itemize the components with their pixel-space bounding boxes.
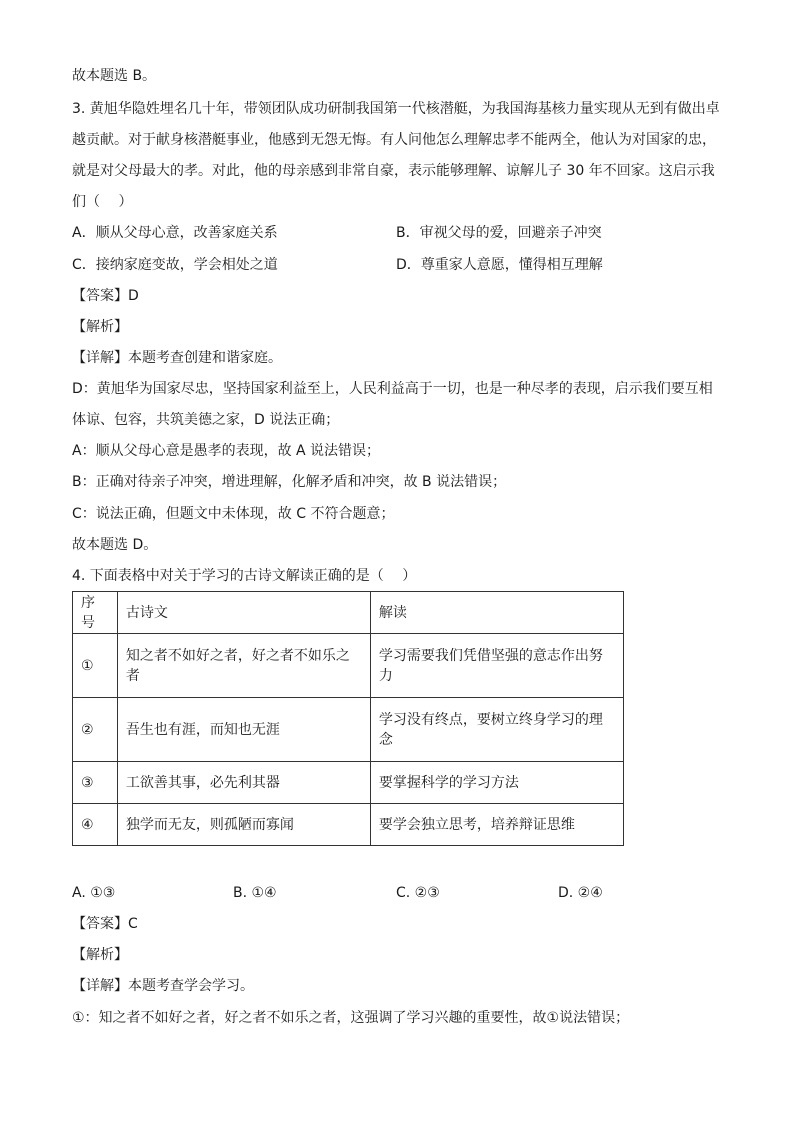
table-cell: 独学而无友，则孤陋而寡闻 <box>117 804 370 846</box>
answer: 【答案】C <box>72 916 138 932</box>
table-row <box>73 698 624 762</box>
option-a: A. ①③ <box>72 885 116 901</box>
detail: 【详解】本题考查学会学习。 <box>72 978 254 994</box>
header-cell: 序号 <box>73 592 118 634</box>
table-cell: 要学会独立思考，培养辩证思维 <box>370 804 623 846</box>
table-cell: 吾生也有涯，而知也无涯 <box>117 698 370 762</box>
answer: 【答案】D <box>72 288 139 304</box>
table-cell: 要掌握科学的学习方法 <box>370 762 623 804</box>
table-cell: 工欲善其事，必先利其器 <box>117 762 370 804</box>
explanation-line: C：说法正确，但题文中未体现，故 C 不符合题意； <box>72 506 395 522</box>
explanation-line: D：黄旭华为国家尽忠，坚持国家利益至上，人民利益高于一切，也是一种尽孝的表现，启示我们要互相 <box>72 381 713 397</box>
option-b: B. ①④ <box>233 885 277 901</box>
table-row <box>73 634 624 698</box>
option-c: C. ②③ <box>396 885 440 901</box>
table-cell: 学习没有终点，要树立终身学习的理念 <box>370 698 623 762</box>
table-cell: ② <box>73 698 118 762</box>
question-stem-line: 就是对父母最大的孝。对此，他的母亲感到非常自豪，表示能够理解、谅解儿子 30 年不回家。这启示我 <box>72 163 715 179</box>
detail: 【详解】本题考查创建和谐家庭。 <box>72 350 282 366</box>
explanation-line: A：顺从父母心意是愚孝的表现，故 A 说法错误； <box>72 443 381 459</box>
table-cell: ① <box>73 634 118 698</box>
header-cell: 古诗文 <box>117 592 370 634</box>
poem-table <box>72 591 624 846</box>
option-a: A．顺从父母心意，改善家庭关系 <box>72 225 278 241</box>
question-stem-line: 3. 黄旭华隐姓埋名几十年，带领团队成功研制我国第一代核潜艇，为我国海基核力量实现从无到有做出卓 <box>72 101 720 117</box>
option-b: B．审视父母的爱，回避亲子冲突 <box>396 225 602 241</box>
table-cell: ③ <box>73 762 118 804</box>
analysis-label: 【解析】 <box>72 947 128 963</box>
question-stem-line: 们（ ） <box>72 194 133 210</box>
table-cell: 学习需要我们凭借坚强的意志作出努力 <box>370 634 623 698</box>
analysis-label: 【解析】 <box>72 319 128 335</box>
explanation-line: 体谅、包容，共筑美德之家，D 说法正确； <box>72 412 340 428</box>
option-d: D. ②④ <box>558 885 603 901</box>
conclusion: 故本题选 D。 <box>72 537 158 553</box>
option-c: C．接纳家庭变故，学会相处之道 <box>72 257 278 273</box>
table-header-row <box>73 592 624 634</box>
option-d: D．尊重家人意愿，懂得相互理解 <box>396 257 603 273</box>
explanation-line: ①：知之者不如好之者，好之者不如乐之者，这强调了学习兴趣的重要性，故①说法错误； <box>72 1010 630 1026</box>
table-cell: ④ <box>73 804 118 846</box>
question-stem-line: 越贡献。对于献身核潜艇事业，他感到无怨无悔。有人问他怎么理解忠孝不能两全，他认为对国家的忠， <box>72 132 716 148</box>
explanation-line: B：正确对待亲子冲突，增进理解，化解矛盾和冲突，故 B 说法错误； <box>72 474 507 490</box>
table-row <box>73 804 624 846</box>
question-stem: 4. 下面表格中对关于学习的古诗文解读正确的是（ ） <box>72 568 417 584</box>
prev-conclusion: 故本题选 B。 <box>72 68 157 84</box>
header-cell: 解读 <box>370 592 623 634</box>
table-row <box>73 762 624 804</box>
table-cell: 知之者不如好之者，好之者不如乐之者 <box>117 634 370 698</box>
